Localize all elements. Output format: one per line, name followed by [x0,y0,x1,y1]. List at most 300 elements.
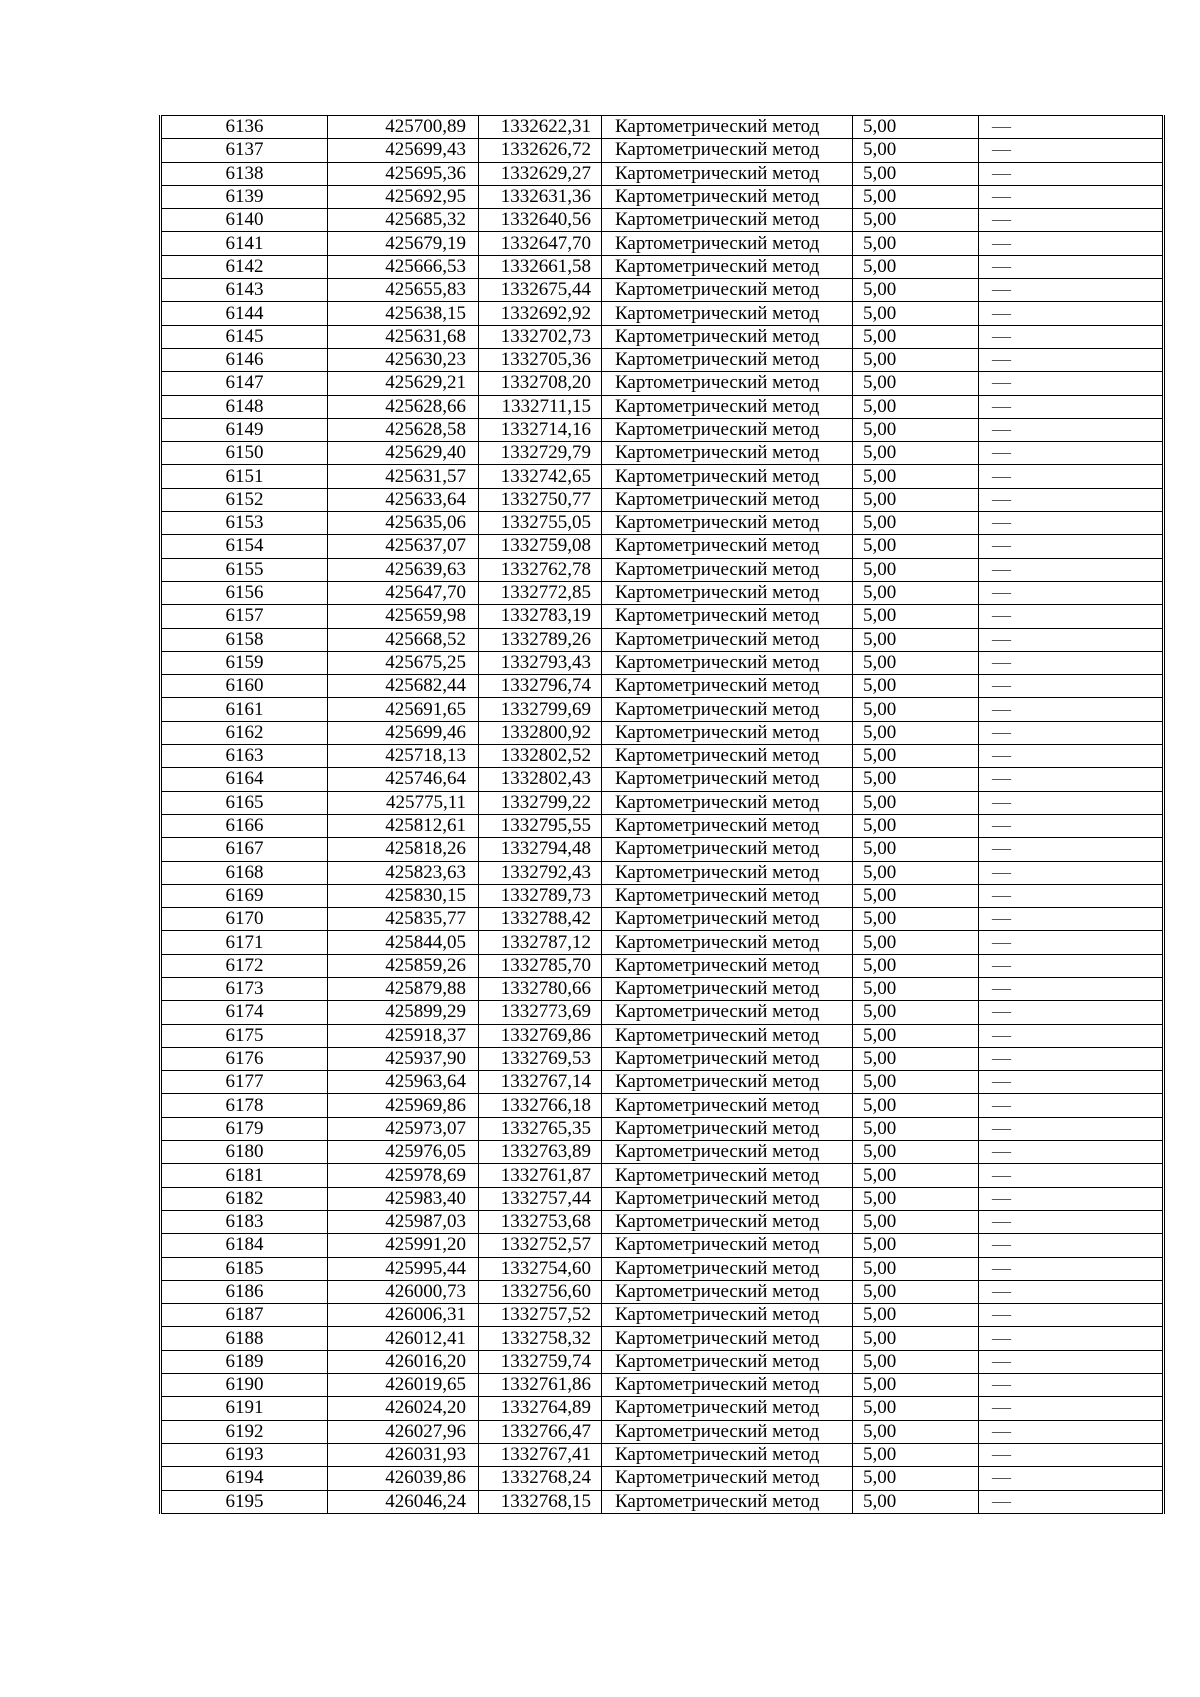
accuracy-cell: 5,00 [853,418,979,441]
description-cell: — [979,279,1164,302]
point-number-cell: 6150 [161,442,328,465]
accuracy-cell: 5,00 [853,1374,979,1397]
point-number-cell: 6140 [161,209,328,232]
x-coordinate-cell: 426046,24 [328,1490,479,1513]
table-row [161,791,1164,814]
y-coordinate-cell: 1332796,74 [479,675,602,698]
x-coordinate-cell: 425679,19 [328,232,479,255]
x-coordinate-cell: 425638,15 [328,302,479,325]
y-coordinate-cell: 1332757,52 [479,1304,602,1327]
y-coordinate-cell: 1332714,16 [479,418,602,441]
table-row [161,675,1164,698]
point-number-cell: 6180 [161,1141,328,1164]
point-number-cell: 6164 [161,768,328,791]
method-cell: Картометрический метод [602,954,853,977]
point-number-cell: 6188 [161,1327,328,1350]
table-row [161,1397,1164,1420]
point-number-cell: 6181 [161,1164,328,1187]
description-cell: — [979,1024,1164,1047]
method-cell: Картометрический метод [602,1257,853,1280]
description-cell: — [979,814,1164,837]
x-coordinate-cell: 425983,40 [328,1187,479,1210]
method-cell: Картометрический метод [602,1490,853,1513]
x-coordinate-cell: 426012,41 [328,1327,479,1350]
accuracy-cell: 5,00 [853,1397,979,1420]
method-cell: Картометрический метод [602,908,853,931]
method-cell: Картометрический метод [602,1117,853,1140]
x-coordinate-cell: 425995,44 [328,1257,479,1280]
accuracy-cell: 5,00 [853,442,979,465]
x-coordinate-cell: 425746,64 [328,768,479,791]
method-cell: Картометрический метод [602,861,853,884]
description-cell: — [979,1350,1164,1373]
x-coordinate-cell: 425628,66 [328,395,479,418]
accuracy-cell: 5,00 [853,185,979,208]
point-number-cell: 6165 [161,791,328,814]
x-coordinate-cell: 425973,07 [328,1117,479,1140]
method-cell: Картометрический метод [602,116,853,139]
y-coordinate-cell: 1332773,69 [479,1001,602,1024]
point-number-cell: 6177 [161,1071,328,1094]
table-row [161,861,1164,884]
description-cell: — [979,1117,1164,1140]
y-coordinate-cell: 1332799,69 [479,698,602,721]
y-coordinate-cell: 1332768,24 [479,1467,602,1490]
y-coordinate-cell: 1332802,43 [479,768,602,791]
x-coordinate-cell: 425685,32 [328,209,479,232]
point-number-cell: 6176 [161,1047,328,1070]
point-number-cell: 6190 [161,1374,328,1397]
x-coordinate-cell: 425635,06 [328,512,479,535]
method-cell: Картометрический метод [602,1420,853,1443]
description-cell: — [979,605,1164,628]
point-number-cell: 6141 [161,232,328,255]
y-coordinate-cell: 1332785,70 [479,954,602,977]
table-row [161,1374,1164,1397]
accuracy-cell: 5,00 [853,581,979,604]
table-row [161,628,1164,651]
x-coordinate-cell: 426027,96 [328,1420,479,1443]
x-coordinate-cell: 425879,88 [328,977,479,1000]
y-coordinate-cell: 1332742,65 [479,465,602,488]
x-coordinate-cell: 425675,25 [328,651,479,674]
method-cell: Картометрический метод [602,465,853,488]
point-number-cell: 6183 [161,1210,328,1233]
coordinates-table [159,115,1165,1514]
x-coordinate-cell: 426031,93 [328,1443,479,1466]
table-row [161,698,1164,721]
table-row [161,1280,1164,1303]
method-cell: Картометрический метод [602,162,853,185]
accuracy-cell: 5,00 [853,1141,979,1164]
description-cell: — [979,791,1164,814]
accuracy-cell: 5,00 [853,1210,979,1233]
point-number-cell: 6168 [161,861,328,884]
accuracy-cell: 5,00 [853,977,979,1000]
accuracy-cell: 5,00 [853,512,979,535]
y-coordinate-cell: 1332783,19 [479,605,602,628]
x-coordinate-cell: 426016,20 [328,1350,479,1373]
x-coordinate-cell: 425987,03 [328,1210,479,1233]
y-coordinate-cell: 1332755,05 [479,512,602,535]
description-cell: — [979,1490,1164,1513]
accuracy-cell: 5,00 [853,1467,979,1490]
table-row [161,1234,1164,1257]
y-coordinate-cell: 1332767,14 [479,1071,602,1094]
x-coordinate-cell: 425823,63 [328,861,479,884]
accuracy-cell: 5,00 [853,1024,979,1047]
method-cell: Картометрический метод [602,279,853,302]
table-row [161,162,1164,185]
x-coordinate-cell: 425699,46 [328,721,479,744]
method-cell: Картометрический метод [602,302,853,325]
table-row [161,255,1164,278]
description-cell: — [979,1164,1164,1187]
table-row [161,1071,1164,1094]
accuracy-cell: 5,00 [853,838,979,861]
table-row [161,209,1164,232]
y-coordinate-cell: 1332787,12 [479,931,602,954]
table-row [161,1467,1164,1490]
method-cell: Картометрический метод [602,1374,853,1397]
y-coordinate-cell: 1332631,36 [479,185,602,208]
point-number-cell: 6144 [161,302,328,325]
accuracy-cell: 5,00 [853,488,979,511]
method-cell: Картометрический метод [602,488,853,511]
x-coordinate-cell: 425991,20 [328,1234,479,1257]
table-row [161,488,1164,511]
y-coordinate-cell: 1332772,85 [479,581,602,604]
x-coordinate-cell: 425695,36 [328,162,479,185]
coordinates-table-body [161,116,1164,1514]
method-cell: Картометрический метод [602,977,853,1000]
accuracy-cell: 5,00 [853,908,979,931]
point-number-cell: 6184 [161,1234,328,1257]
table-row [161,605,1164,628]
point-number-cell: 6161 [161,698,328,721]
point-number-cell: 6143 [161,279,328,302]
y-coordinate-cell: 1332753,68 [479,1210,602,1233]
accuracy-cell: 5,00 [853,861,979,884]
method-cell: Картометрический метод [602,838,853,861]
method-cell: Картометрический метод [602,185,853,208]
method-cell: Картометрический метод [602,1094,853,1117]
x-coordinate-cell: 426000,73 [328,1280,479,1303]
description-cell: — [979,512,1164,535]
description-cell: — [979,442,1164,465]
table-row [161,977,1164,1000]
accuracy-cell: 5,00 [853,535,979,558]
point-number-cell: 6158 [161,628,328,651]
table-row [161,768,1164,791]
description-cell: — [979,1234,1164,1257]
method-cell: Картометрический метод [602,139,853,162]
x-coordinate-cell: 425978,69 [328,1164,479,1187]
accuracy-cell: 5,00 [853,1047,979,1070]
table-row [161,954,1164,977]
method-cell: Картометрический метод [602,1350,853,1373]
point-number-cell: 6147 [161,372,328,395]
table-row [161,372,1164,395]
table-row [161,1164,1164,1187]
accuracy-cell: 5,00 [853,1001,979,1024]
x-coordinate-cell: 425918,37 [328,1024,479,1047]
point-number-cell: 6189 [161,1350,328,1373]
table-row [161,348,1164,371]
table-row [161,1094,1164,1117]
method-cell: Картометрический метод [602,628,853,651]
accuracy-cell: 5,00 [853,279,979,302]
method-cell: Картометрический метод [602,1443,853,1466]
description-cell: — [979,721,1164,744]
point-number-cell: 6148 [161,395,328,418]
point-number-cell: 6172 [161,954,328,977]
method-cell: Картометрический метод [602,255,853,278]
point-number-cell: 6191 [161,1397,328,1420]
point-number-cell: 6175 [161,1024,328,1047]
table-row [161,838,1164,861]
description-cell: — [979,1187,1164,1210]
y-coordinate-cell: 1332675,44 [479,279,602,302]
description-cell: — [979,954,1164,977]
table-row [161,395,1164,418]
method-cell: Картометрический метод [602,1234,853,1257]
accuracy-cell: 5,00 [853,1071,979,1094]
accuracy-cell: 5,00 [853,675,979,698]
description-cell: — [979,535,1164,558]
point-number-cell: 6137 [161,139,328,162]
point-number-cell: 6169 [161,884,328,907]
point-number-cell: 6136 [161,116,328,139]
description-cell: — [979,116,1164,139]
point-number-cell: 6179 [161,1117,328,1140]
x-coordinate-cell: 425899,29 [328,1001,479,1024]
y-coordinate-cell: 1332766,47 [479,1420,602,1443]
y-coordinate-cell: 1332761,86 [479,1374,602,1397]
y-coordinate-cell: 1332752,57 [479,1234,602,1257]
y-coordinate-cell: 1332769,86 [479,1024,602,1047]
accuracy-cell: 5,00 [853,139,979,162]
point-number-cell: 6152 [161,488,328,511]
method-cell: Картометрический метод [602,651,853,674]
point-number-cell: 6154 [161,535,328,558]
x-coordinate-cell: 425639,63 [328,558,479,581]
y-coordinate-cell: 1332793,43 [479,651,602,674]
table-row [161,279,1164,302]
point-number-cell: 6138 [161,162,328,185]
accuracy-cell: 5,00 [853,255,979,278]
description-cell: — [979,651,1164,674]
x-coordinate-cell: 425630,23 [328,348,479,371]
description-cell: — [979,1094,1164,1117]
x-coordinate-cell: 425976,05 [328,1141,479,1164]
table-row [161,1210,1164,1233]
x-coordinate-cell: 426039,86 [328,1467,479,1490]
method-cell: Картометрический метод [602,721,853,744]
method-cell: Картометрический метод [602,395,853,418]
point-number-cell: 6192 [161,1420,328,1443]
description-cell: — [979,255,1164,278]
accuracy-cell: 5,00 [853,791,979,814]
accuracy-cell: 5,00 [853,884,979,907]
table-row [161,908,1164,931]
accuracy-cell: 5,00 [853,628,979,651]
description-cell: — [979,628,1164,651]
y-coordinate-cell: 1332765,35 [479,1117,602,1140]
point-number-cell: 6170 [161,908,328,931]
method-cell: Картометрический метод [602,1304,853,1327]
y-coordinate-cell: 1332756,60 [479,1280,602,1303]
point-number-cell: 6195 [161,1490,328,1513]
y-coordinate-cell: 1332764,89 [479,1397,602,1420]
method-cell: Картометрический метод [602,442,853,465]
accuracy-cell: 5,00 [853,1280,979,1303]
table-row [161,1327,1164,1350]
point-number-cell: 6194 [161,1467,328,1490]
description-cell: — [979,558,1164,581]
point-number-cell: 6185 [161,1257,328,1280]
description-cell: — [979,325,1164,348]
y-coordinate-cell: 1332647,70 [479,232,602,255]
x-coordinate-cell: 425969,86 [328,1094,479,1117]
description-cell: — [979,348,1164,371]
description-cell: — [979,838,1164,861]
x-coordinate-cell: 425633,64 [328,488,479,511]
y-coordinate-cell: 1332626,72 [479,139,602,162]
x-coordinate-cell: 426006,31 [328,1304,479,1327]
accuracy-cell: 5,00 [853,1304,979,1327]
y-coordinate-cell: 1332792,43 [479,861,602,884]
point-number-cell: 6162 [161,721,328,744]
point-number-cell: 6187 [161,1304,328,1327]
accuracy-cell: 5,00 [853,372,979,395]
table-row [161,1443,1164,1466]
method-cell: Картометрический метод [602,372,853,395]
x-coordinate-cell: 425629,21 [328,372,479,395]
method-cell: Картометрический метод [602,791,853,814]
y-coordinate-cell: 1332708,20 [479,372,602,395]
method-cell: Картометрический метод [602,605,853,628]
y-coordinate-cell: 1332757,44 [479,1187,602,1210]
y-coordinate-cell: 1332758,32 [479,1327,602,1350]
accuracy-cell: 5,00 [853,116,979,139]
y-coordinate-cell: 1332759,74 [479,1350,602,1373]
method-cell: Картометрический метод [602,1071,853,1094]
accuracy-cell: 5,00 [853,1350,979,1373]
accuracy-cell: 5,00 [853,954,979,977]
x-coordinate-cell: 425775,11 [328,791,479,814]
x-coordinate-cell: 426019,65 [328,1374,479,1397]
point-number-cell: 6151 [161,465,328,488]
table-row [161,535,1164,558]
accuracy-cell: 5,00 [853,745,979,768]
point-number-cell: 6153 [161,512,328,535]
method-cell: Картометрический метод [602,1187,853,1210]
table-row [161,418,1164,441]
x-coordinate-cell: 425835,77 [328,908,479,931]
table-row [161,721,1164,744]
description-cell: — [979,908,1164,931]
accuracy-cell: 5,00 [853,1420,979,1443]
description-cell: — [979,1257,1164,1280]
description-cell: — [979,1443,1164,1466]
table-row [161,325,1164,348]
method-cell: Картометрический метод [602,535,853,558]
method-cell: Картометрический метод [602,418,853,441]
y-coordinate-cell: 1332762,78 [479,558,602,581]
description-cell: — [979,698,1164,721]
accuracy-cell: 5,00 [853,605,979,628]
table-row [161,1490,1164,1513]
point-number-cell: 6149 [161,418,328,441]
y-coordinate-cell: 1332763,89 [479,1141,602,1164]
method-cell: Картометрический метод [602,1001,853,1024]
accuracy-cell: 5,00 [853,325,979,348]
accuracy-cell: 5,00 [853,1234,979,1257]
description-cell: — [979,884,1164,907]
table-row [161,232,1164,255]
table-row [161,651,1164,674]
x-coordinate-cell: 425631,68 [328,325,479,348]
description-cell: — [979,1280,1164,1303]
accuracy-cell: 5,00 [853,348,979,371]
point-number-cell: 6186 [161,1280,328,1303]
x-coordinate-cell: 425647,70 [328,581,479,604]
x-coordinate-cell: 425655,83 [328,279,479,302]
accuracy-cell: 5,00 [853,395,979,418]
description-cell: — [979,418,1164,441]
accuracy-cell: 5,00 [853,931,979,954]
description-cell: — [979,675,1164,698]
method-cell: Картометрический метод [602,698,853,721]
table-row [161,1024,1164,1047]
table-row [161,1001,1164,1024]
method-cell: Картометрический метод [602,1280,853,1303]
description-cell: — [979,1467,1164,1490]
accuracy-cell: 5,00 [853,1094,979,1117]
description-cell: — [979,488,1164,511]
point-number-cell: 6167 [161,838,328,861]
description-cell: — [979,931,1164,954]
accuracy-cell: 5,00 [853,651,979,674]
point-number-cell: 6178 [161,1094,328,1117]
point-number-cell: 6174 [161,1001,328,1024]
accuracy-cell: 5,00 [853,814,979,837]
y-coordinate-cell: 1332692,92 [479,302,602,325]
description-cell: — [979,745,1164,768]
method-cell: Картометрический метод [602,512,853,535]
x-coordinate-cell: 425700,89 [328,116,479,139]
description-cell: — [979,1374,1164,1397]
x-coordinate-cell: 425629,40 [328,442,479,465]
table-row [161,1141,1164,1164]
table-row [161,1257,1164,1280]
y-coordinate-cell: 1332711,15 [479,395,602,418]
y-coordinate-cell: 1332640,56 [479,209,602,232]
y-coordinate-cell: 1332769,53 [479,1047,602,1070]
method-cell: Картометрический метод [602,1397,853,1420]
method-cell: Картометрический метод [602,931,853,954]
point-number-cell: 6157 [161,605,328,628]
accuracy-cell: 5,00 [853,768,979,791]
accuracy-cell: 5,00 [853,1164,979,1187]
x-coordinate-cell: 425631,57 [328,465,479,488]
table-row [161,302,1164,325]
table-row [161,465,1164,488]
x-coordinate-cell: 425718,13 [328,745,479,768]
description-cell: — [979,1047,1164,1070]
y-coordinate-cell: 1332794,48 [479,838,602,861]
